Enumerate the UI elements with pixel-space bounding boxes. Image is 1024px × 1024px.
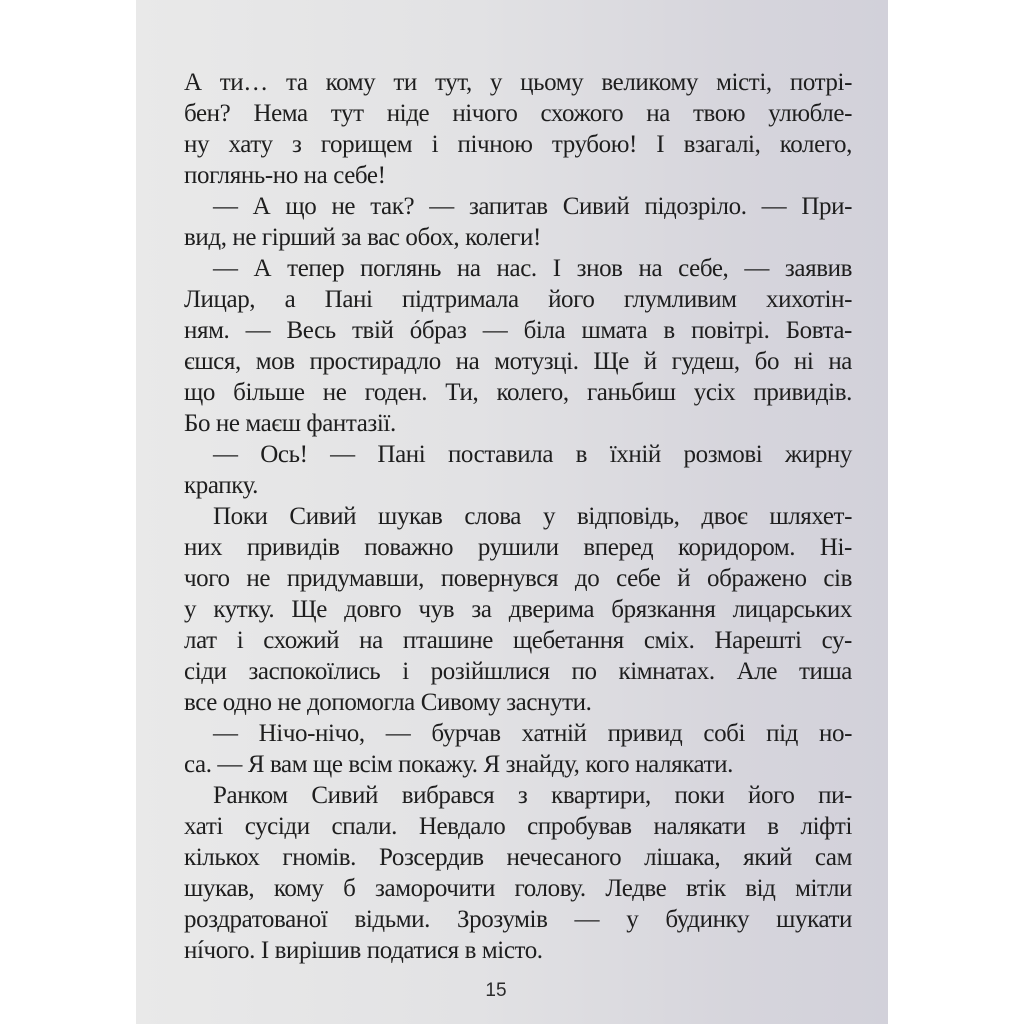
text-line: них привидів поважно рушили вперед коридором. Ні- <box>184 534 852 561</box>
text-line: Бо не маєш фантазії. <box>184 410 396 437</box>
text-line: поглянь-но на себе! <box>184 162 386 189</box>
text-line: А ти… та кому ти тут, у цьому великому місті, потрі- <box>184 69 852 96</box>
text-line: ну хату з горищем і пічною трубою! І взагалі, колего, <box>184 131 852 158</box>
text-line: все одно не допомогла Сивому заснути. <box>184 689 592 716</box>
text-line: — А що не так? — запитав Сивий підозріло. — При- <box>213 193 852 220</box>
text-line: крапку. <box>184 472 259 499</box>
text-line: єшся, мов простирадло на мотузці. Ще й гудеш, бо ні на <box>184 348 852 375</box>
text-line: нíчого. І вирішив податися в місто. <box>184 937 543 964</box>
text-line: сіди заспокоїлись і розійшлися по кімнатах. Але тиша <box>184 658 852 685</box>
text-line: вид, не гірший за вас обох, колеги! <box>184 224 541 251</box>
text-line: Лицар, а Пані підтримала його глумливим хихотін- <box>184 286 852 313</box>
text-line: — Нічо-нічо, — бурчав хатній привид собі під но- <box>213 720 852 747</box>
text-line: са. — Я вам ще всім покажу. Я знайду, кого налякати. <box>184 751 733 778</box>
text-line: Поки Сивий шукав слова у відповідь, двоє шляхет- <box>213 503 852 530</box>
text-line: чого не придумавши, повернувся до себе й ображено сів <box>184 565 852 592</box>
text-line: шукав, кому б заморочити голову. Ледве втік від мітли <box>184 875 852 902</box>
text-line: Ранком Сивий вибрався з квартири, поки його пи- <box>213 782 852 809</box>
text-line: у кутку. Ще довго чув за дверима брязкання лицарських <box>184 596 852 623</box>
text-line: кількох гномів. Розсердив нечесаного лішака, який сам <box>184 844 852 871</box>
text-line: бен? Нема тут ніде нічого схожого на твою улюбле- <box>184 100 852 127</box>
body-text <box>184 67 852 966</box>
text-line: — Ось! — Пані поставила в їхній розмові жирну <box>213 441 852 468</box>
text-line: ням. — Весь твій óбраз — біла шмата в повітрі. Бовта- <box>184 317 852 344</box>
text-line: роздратованої відьми. Зрозумів — у будинку шукати <box>184 906 852 933</box>
text-line: — А тепер поглянь на нас. І знов на себе, — заявив <box>213 255 852 282</box>
text-line: що більше не годен. Ти, колего, ганьбиш усіх привидів. <box>184 379 852 406</box>
page-number: 15 <box>485 980 507 1001</box>
text-line: лат і схожий на пташине щебетання сміх. Нарешті су- <box>184 627 852 654</box>
book-page <box>136 0 888 1024</box>
text-line: хаті сусіди спали. Невдало спробував налякати в ліфті <box>184 813 852 840</box>
